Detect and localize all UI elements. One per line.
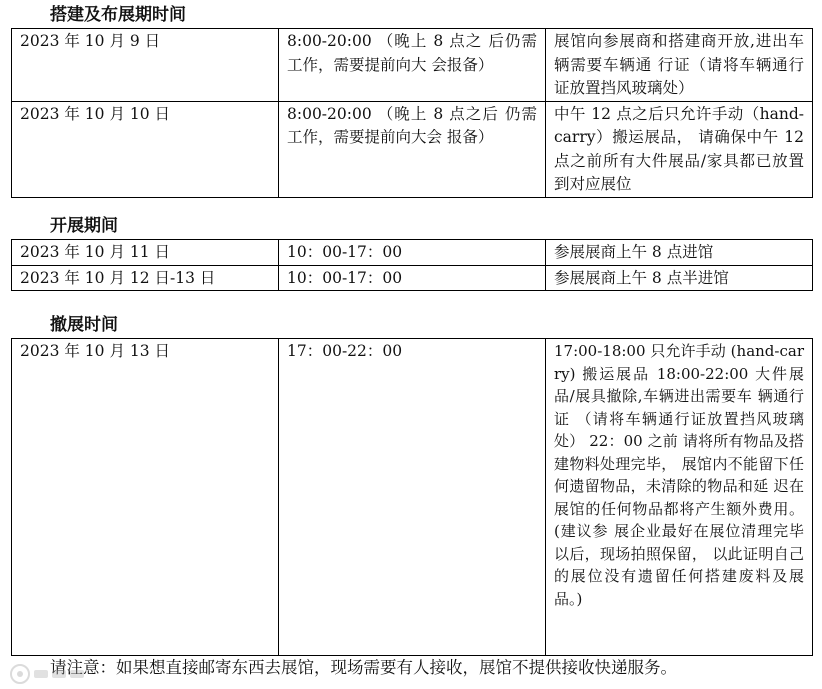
note-cell: 中午 12 点之后只允许手动（hand-carry）搬运展品， 请确保中午 12 点之前所有大件展品/家具都已放置 到对应展位 (546, 101, 813, 197)
setup-schedule-table (11, 28, 813, 198)
date-cell: 2023 年 10 月 13 日 (12, 339, 279, 656)
time-cell: 10：00-17：00 (279, 240, 546, 266)
date-cell: 2023 年 10 月 9 日 (12, 29, 279, 102)
section-title-open: 开展期间 (50, 216, 118, 236)
table-row (12, 240, 813, 266)
date-cell: 2023 年 10 月 10 日 (12, 101, 279, 197)
time-cell: 8:00-20:00 （晚上 8 点之 后仍需工作，需要提前向大 会报备） (279, 29, 546, 102)
note-cell: 参展展商上午 8 点进馆 (546, 240, 813, 266)
table-row (12, 101, 813, 197)
open-schedule-table (11, 239, 813, 291)
table-row (12, 29, 813, 102)
date-cell: 2023 年 10 月 12 日-13 日 (12, 265, 279, 291)
note-cell: 17:00-18:00 只允许手动 (hand-carry) 搬运展品 18:00-22:00 大件展品/展具撤除,车辆进出需要车 辆通行证 （请将车辆通行证放置挡风玻璃处） 22：00 之前 请将所有物品及搭建物料处理完毕， 展馆内不能留下任何遗留物品，未清除的物品和延 迟在展馆的任何物品都将产生额外费用。 (建议参 展企业最好在展位清理完毕以后，现场拍照保留， 以此证明自己的展位没有遗留任何搭建废料及展品。) (546, 339, 813, 656)
section-title-setup: 搭建及布展期时间 (50, 5, 186, 25)
time-cell: 10：00-17：00 (279, 265, 546, 291)
time-cell: 8:00-20:00 （晚上 8 点之后 仍需工作，需要提前向大会 报备） (279, 101, 546, 197)
note-cell: 展馆向参展商和搭建商开放,进出车辆需要车辆通 行证（请将车辆通行证放置挡风玻璃处） (546, 29, 813, 102)
watermark-logo-icon (8, 662, 108, 686)
note-cell: 参展展商上午 8 点半进馆 (546, 265, 813, 291)
teardown-schedule-table (11, 338, 813, 656)
footer-note: 请注意：如果想直接邮寄东西去展馆，现场需要有人接收，展馆不提供接收快递服务。 (50, 658, 677, 677)
table-row (12, 339, 813, 656)
date-cell: 2023 年 10 月 11 日 (12, 240, 279, 266)
time-cell: 17：00-22：00 (279, 339, 546, 656)
section-title-teardown: 撤展时间 (50, 315, 118, 335)
table-row (12, 265, 813, 291)
